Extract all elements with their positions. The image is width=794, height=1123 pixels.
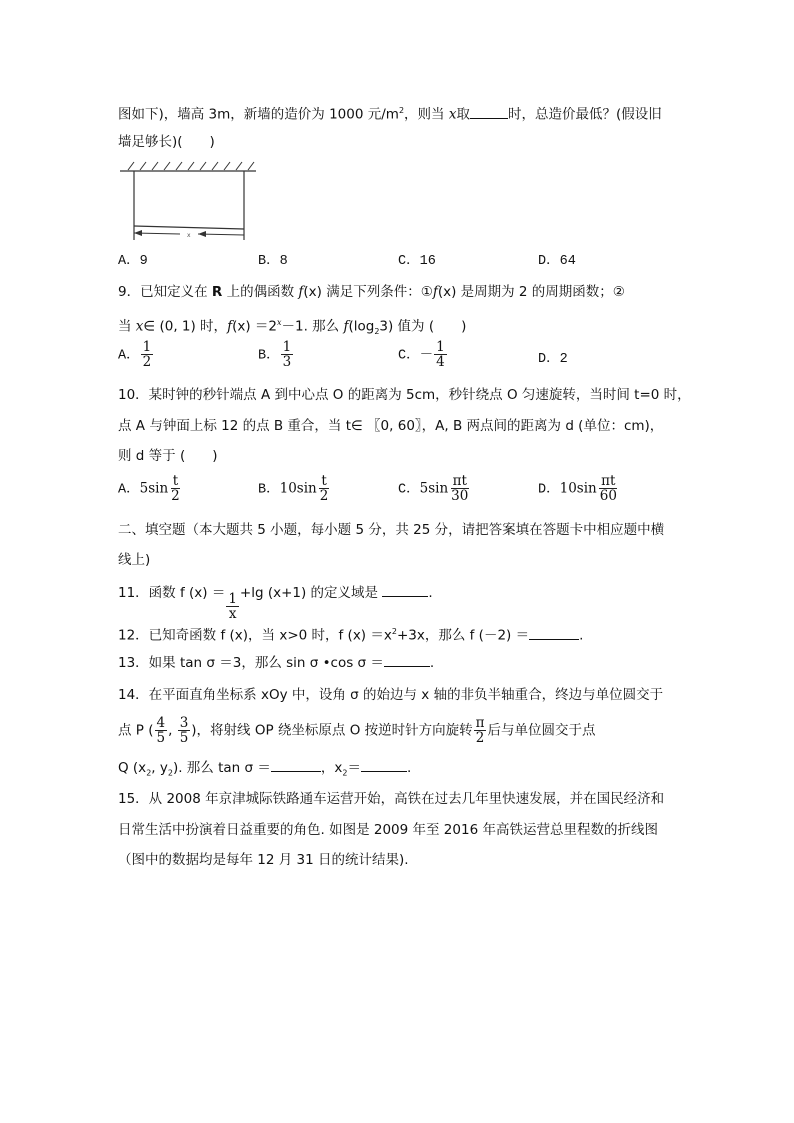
q14-sub: 2 <box>342 768 348 778</box>
q12-sup: 2 <box>391 627 397 636</box>
q9-option-a <box>118 340 154 369</box>
fraction <box>318 474 331 503</box>
q9-text: 上的偶函数 <box>222 284 299 300</box>
q15-line-2: 日常生活中扮演着日益重要的角色. 如图是 2009 年至 2016 年高铁运营总里程数的折线图 <box>118 822 658 838</box>
numerator: 1 <box>436 339 445 355</box>
q12-text: 12．已知奇函数 f (x)，当 x>0 时，f (x) ＝x <box>118 627 392 644</box>
option-label: C．－ <box>398 348 434 364</box>
arrow-head-icon <box>198 231 206 237</box>
fraction <box>141 340 154 369</box>
q11-text: . <box>428 585 433 601</box>
q9-func: f <box>432 284 438 300</box>
q9-var-x: x <box>135 318 144 335</box>
numerator: πt <box>601 473 616 489</box>
fraction <box>598 474 619 503</box>
q14-text: . <box>406 760 412 776</box>
q9-func: f <box>298 284 304 300</box>
q9-text: 9．已知定义在 <box>118 284 212 300</box>
q13-text: . <box>429 655 435 671</box>
fraction <box>449 474 470 503</box>
q8-option-c: C．16 <box>398 254 436 269</box>
q13-line <box>118 652 434 673</box>
q8-option-a: A．9 <box>118 254 148 269</box>
q9-option-d: D．2 <box>538 352 568 367</box>
option-label: B． <box>258 482 280 498</box>
q9-text: 当 <box>118 318 136 335</box>
numerator: π <box>475 715 485 731</box>
numerator: 1 <box>228 591 237 607</box>
q9-option-b <box>258 340 294 369</box>
fraction <box>155 716 168 745</box>
q8-option-b: B．8 <box>258 254 288 269</box>
q12-line <box>118 622 583 646</box>
q14-text: ). 那么 tan σ ＝ <box>172 760 271 776</box>
fraction <box>281 340 294 369</box>
q10-line-3: 则 d 等于 ( ) <box>118 448 218 464</box>
q10-option-a <box>118 474 183 503</box>
fraction <box>474 716 487 745</box>
denominator: 60 <box>599 488 617 504</box>
q11-text: +lg (x+1) 的定义域是 <box>239 585 383 601</box>
q11-line <box>118 582 433 621</box>
q9-func: f <box>343 318 349 335</box>
q14-line-1: 14．在平面直角坐标系 xOy 中，设角 σ 的始边与 x 轴的非负半轴重合，终边与单位圆交于 <box>118 687 664 703</box>
fraction <box>434 340 447 369</box>
q8-option-d: D．64 <box>538 254 576 269</box>
q9-text: (x) 是周期为 2 的周期函数；② <box>437 284 625 300</box>
q14-line-2 <box>118 716 595 745</box>
q9-sub: 2 <box>374 327 380 337</box>
coefficient: 5sin <box>139 480 169 497</box>
q14-text: ，x <box>320 760 343 776</box>
wall-diagram <box>118 158 268 243</box>
q9-sup: x <box>276 318 282 327</box>
q10-option-d <box>538 474 620 503</box>
q11-answer-blank <box>382 582 428 597</box>
q11-text: 11．函数 f (x) ＝ <box>118 585 226 601</box>
fraction <box>178 716 191 745</box>
q9-set-r: R <box>211 284 223 300</box>
option-label: B． <box>258 348 280 364</box>
q9-text: －1. 那么 <box>281 318 344 335</box>
fraction <box>226 592 239 621</box>
q15-line-3: （图中的数据均是每年 12 月 31 日的统计结果). <box>118 852 409 868</box>
q8-line-2: 墙足够长)( ) <box>118 134 215 150</box>
denominator: 2 <box>142 354 152 370</box>
front-wall <box>134 226 244 229</box>
q10-line-2: 点 A 与钟面上标 12 的点 B 重合，当 t∈ 〖0, 60〗，A, B 两点间的距离为 d (单位：cm)， <box>118 418 664 434</box>
numerator: 4 <box>156 715 166 731</box>
denominator: x <box>228 606 237 622</box>
arrow-left-icon <box>134 230 142 236</box>
denominator: 5 <box>179 730 189 746</box>
q13-answer-blank <box>384 652 430 667</box>
q14-text: , y <box>151 760 168 776</box>
q15-line-1: 15．从 2008 年京津城际铁路通车运营开始，高铁在过去几年里快速发展，并在国民经济和 <box>118 791 665 807</box>
q9-option-c <box>398 340 448 369</box>
fraction <box>169 474 182 503</box>
q8-text: ，则当 <box>404 106 449 123</box>
denominator: 5 <box>156 730 166 746</box>
numerator: 1 <box>282 339 292 355</box>
q8-sup: 2 <box>398 106 405 115</box>
q9-text: ∈ (0, 1) 时， <box>143 318 228 335</box>
coefficient: 10sin <box>279 480 317 497</box>
denominator: 3 <box>282 354 292 370</box>
numerator: 3 <box>179 715 189 731</box>
q9-text: (log <box>348 318 375 335</box>
coefficient: 10sin <box>559 480 597 497</box>
q10-option-c <box>398 474 471 503</box>
q8-text: 图如下)，墙高 3m，新墙的造价为 1000 元/m <box>118 106 399 123</box>
coefficient: 5sin <box>419 480 449 497</box>
section-2-heading-line-1: 二、填空题（本大题共 5 小题，每小题 5 分，共 25 分，请把答案填在答题卡中相应题中横 <box>118 522 665 538</box>
numerator: t <box>172 473 179 489</box>
section-2-heading-line-2: 线上) <box>118 552 151 568</box>
q13-text: 13．如果 tan σ ＝3，那么 sin σ •cos σ ＝ <box>118 655 384 671</box>
q14-sub: 2 <box>146 768 152 778</box>
q14-text: 后与单位圆交于点 <box>487 722 596 739</box>
option-label: A． <box>118 482 140 498</box>
q14-answer-blank-2 <box>361 757 407 772</box>
q9-line-1 <box>118 282 625 302</box>
q10-line-1: 10．某时钟的秒针端点 A 到中心点 O 的距离为 5cm，秒针绕点 O 匀速旋转，当时间 t=0 时， <box>118 387 691 403</box>
denominator: 2 <box>171 488 180 504</box>
option-label: A． <box>118 348 140 364</box>
q8-text: 时，总造价最低？(假设旧 <box>507 106 662 123</box>
q14-text: , <box>168 722 177 739</box>
q14-sub: 2 <box>167 768 173 778</box>
q8-text: 取 <box>456 106 470 123</box>
q14-text: 点 P ( <box>118 722 154 739</box>
q9-text: (x) 满足下列条件：① <box>303 284 433 300</box>
numerator: πt <box>452 473 467 489</box>
q14-text: )，将射线 OP 绕坐标原点 O 按逆时针方向旋转 <box>191 722 473 739</box>
q12-text: +3x，那么 f (－2) ＝ <box>396 627 530 644</box>
q9-func: f <box>227 318 233 335</box>
denominator: 2 <box>319 488 329 504</box>
denominator: 4 <box>436 354 445 370</box>
option-label: D． <box>538 482 560 498</box>
q8-var-x: x <box>448 106 457 123</box>
denominator: 30 <box>451 488 469 504</box>
numerator: t <box>321 473 327 489</box>
q9-line-2 <box>118 313 466 342</box>
option-label: C． <box>398 482 420 498</box>
dimension-label: x <box>187 232 191 239</box>
numerator: 1 <box>142 339 152 355</box>
q8-line-1 <box>118 101 662 125</box>
q10-option-b <box>258 474 331 503</box>
q9-text: 3) 值为 ( ) <box>379 318 467 335</box>
wall-hatching <box>128 162 254 170</box>
denominator: 2 <box>475 730 485 746</box>
q14-line-3 <box>118 757 411 784</box>
q14-answer-blank-1 <box>271 757 321 772</box>
q8-answer-blank <box>470 104 508 119</box>
q14-text: ＝ <box>347 760 361 776</box>
q12-text: . <box>579 627 584 644</box>
q9-text: (x) ＝2 <box>232 318 277 335</box>
q14-text: Q (x <box>118 760 147 776</box>
q12-answer-blank <box>529 625 579 640</box>
